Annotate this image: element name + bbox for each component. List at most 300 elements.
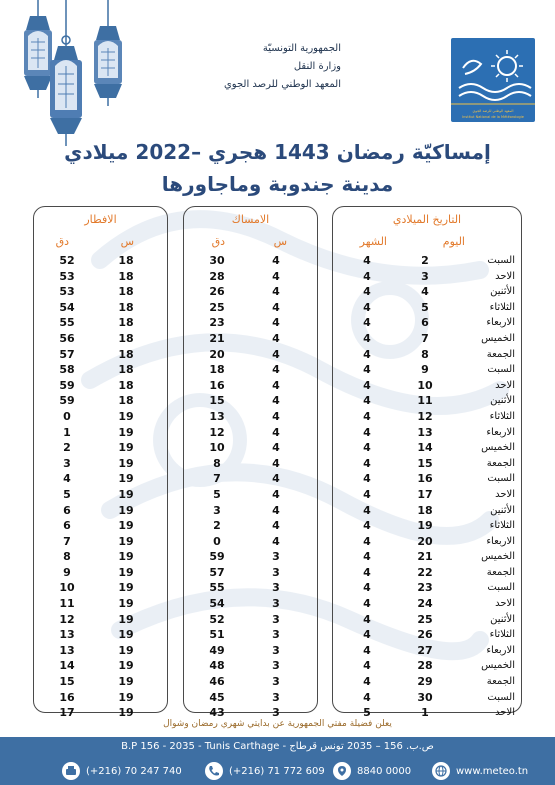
imsak-hour-cell: 4 — [272, 285, 280, 299]
phone-number: (+216) 71 772 609 — [229, 765, 325, 777]
table-row — [184, 549, 317, 565]
imsak-minute-cell: 28 — [209, 269, 225, 283]
imsak-minute-cell: 2 — [213, 519, 221, 533]
iftar-hour-cell: 19 — [118, 675, 134, 689]
iftar-minute-cell: 58 — [59, 363, 75, 377]
table-row — [34, 284, 167, 300]
imsak-hour-cell: 4 — [272, 441, 280, 455]
iftar-minute-cell: 10 — [59, 581, 75, 595]
day-name-cell: الاربعاء — [486, 317, 515, 329]
inm-logo — [451, 38, 535, 122]
table-row — [333, 347, 521, 363]
iftar-minute-cell: 5 — [63, 487, 71, 501]
imsak-minute-cell: 25 — [209, 300, 225, 314]
address-ar: ص.ب. 156 – 2035 تونس قرطاج — [289, 741, 434, 752]
month-cell: 4 — [363, 441, 371, 455]
iftar-hour-cell: 19 — [118, 425, 134, 439]
day-name-cell: الجمعة — [486, 566, 515, 578]
table-row — [34, 378, 167, 394]
iftar-minute-cell: 59 — [59, 394, 75, 408]
imsak-hour-cell: 3 — [272, 581, 280, 595]
phone-contact — [205, 762, 325, 780]
table-row — [333, 674, 521, 690]
table-row — [333, 580, 521, 596]
month-cell: 4 — [363, 394, 371, 408]
month-cell: 4 — [363, 269, 371, 283]
table-row — [184, 471, 317, 487]
table-row — [333, 534, 521, 550]
imsak-hour-cell: 4 — [272, 425, 280, 439]
iftar-hour-cell: 19 — [118, 409, 134, 423]
iftar-minute-cell: 7 — [63, 534, 71, 548]
imsak-minute-cell: 55 — [209, 581, 225, 595]
imsak-minute-cell: 30 — [209, 254, 225, 267]
imsak-minute-cell: 26 — [209, 285, 225, 299]
date-cell: 6 — [421, 316, 429, 330]
table-row — [184, 690, 317, 706]
imsak-hour-cell: 4 — [272, 269, 280, 283]
website-contact — [432, 762, 528, 780]
imsak-hour-cell: 3 — [272, 628, 280, 642]
month-cell: 4 — [363, 565, 371, 579]
month-cell: 4 — [363, 690, 371, 704]
page-title: إمساكيّة رمضان 1443 هجري –2022 ميلادي — [64, 140, 491, 164]
imsak-minute-cell: 45 — [209, 690, 225, 704]
postal-address — [0, 741, 555, 752]
imsak-hour-cell: 3 — [272, 643, 280, 657]
day-name-cell: السبت — [487, 582, 515, 594]
month-cell: 4 — [363, 363, 371, 377]
iftar-minute-cell: 54 — [59, 300, 75, 314]
imsak-hour-cell: 3 — [272, 565, 280, 579]
month-cell: 4 — [363, 347, 371, 361]
iftar-minute-cell: 0 — [63, 409, 71, 423]
day-name-cell: الجمعة — [486, 676, 515, 688]
date-cell: 1 — [421, 706, 429, 720]
table-row — [333, 315, 521, 331]
date-cell: 15 — [417, 456, 433, 470]
iftar-minute-cell: 1 — [63, 425, 71, 439]
month-cell: 4 — [363, 456, 371, 470]
lantern-icon — [94, 0, 122, 106]
table-row — [333, 596, 521, 612]
table-row — [184, 253, 317, 269]
table-row — [184, 456, 317, 472]
month-cell: 4 — [363, 331, 371, 345]
iftar-minute-cell: 6 — [63, 503, 71, 517]
iftar-minute-cell: 4 — [63, 472, 71, 486]
day-name-cell: الاحد — [495, 598, 515, 610]
iftar-minute-cell: 56 — [59, 331, 75, 345]
day-name-cell: الجمعة — [486, 348, 515, 360]
green-number: 8840 0000 — [357, 765, 412, 777]
imsak-minute-cell: 49 — [209, 643, 225, 657]
day-name-cell: الخميس — [481, 660, 515, 672]
globe-icon — [432, 762, 450, 780]
table-row — [333, 612, 521, 628]
table-row — [184, 362, 317, 378]
imsak-hour-cell: 4 — [272, 347, 280, 361]
iftar-hour-cell: 19 — [118, 565, 134, 579]
imsak-hour-cell: 4 — [272, 487, 280, 501]
imsak-minute-cell: 23 — [209, 316, 225, 330]
day-name-cell: الأثنين — [490, 504, 515, 516]
table-row — [184, 674, 317, 690]
table-row — [34, 315, 167, 331]
imsak-hour-cell: 3 — [272, 659, 280, 673]
table-row — [34, 456, 167, 472]
table-row — [184, 596, 317, 612]
day-name-cell: الأثنين — [490, 286, 515, 298]
iftar-minute-cell: 15 — [59, 675, 75, 689]
month-cell: 4 — [363, 425, 371, 439]
iftar-hour-cell: 19 — [118, 706, 134, 720]
date-cell: 29 — [417, 675, 433, 689]
date-cell: 16 — [417, 472, 433, 486]
date-cell: 13 — [417, 425, 433, 439]
iftar-hour-cell: 19 — [118, 456, 134, 470]
imsak-hour-header: س — [273, 235, 287, 248]
location-icon — [333, 762, 351, 780]
table-row — [184, 269, 317, 285]
table-row — [34, 627, 167, 643]
month-cell: 4 — [363, 316, 371, 330]
imsak-minute-cell: 7 — [213, 472, 221, 486]
table-row — [34, 534, 167, 550]
day-name-cell: الثلاثاء — [489, 410, 515, 422]
imsak-hour-cell: 4 — [272, 316, 280, 330]
iftar-minute-cell: 53 — [59, 269, 75, 283]
iftar-hour-cell: 19 — [118, 472, 134, 486]
date-panel — [332, 206, 522, 720]
table-row — [34, 658, 167, 674]
table-row — [34, 440, 167, 456]
table-row — [34, 580, 167, 596]
table-row — [333, 471, 521, 487]
date-cell: 21 — [417, 550, 433, 564]
iftar-minute-cell: 6 — [63, 519, 71, 533]
iftar-minute-cell: 9 — [63, 565, 71, 579]
table-row — [184, 518, 317, 534]
table-row — [34, 612, 167, 628]
iftar-hour-cell: 19 — [118, 612, 134, 626]
imsak-minute-cell: 10 — [209, 441, 225, 455]
imsak-hour-cell: 3 — [272, 597, 280, 611]
lantern-icon — [24, 0, 52, 98]
table-row — [34, 518, 167, 534]
imsak-rows — [184, 253, 317, 721]
iftar-minute-cell: 13 — [59, 643, 75, 657]
day-name-cell: السبت — [487, 473, 515, 485]
table-row — [184, 284, 317, 300]
imsak-hour-cell: 4 — [272, 519, 280, 533]
imsak-hour-cell: 4 — [272, 254, 280, 267]
imsak-minute-cell: 15 — [209, 394, 225, 408]
imsak-hour-cell: 4 — [272, 378, 280, 392]
day-name-cell: الاحد — [495, 379, 515, 391]
month-cell: 4 — [363, 409, 371, 423]
date-cell: 18 — [417, 503, 433, 517]
day-name-cell: الجمعة — [486, 457, 515, 469]
imsak-minute-cell: 16 — [209, 378, 225, 392]
table-row — [333, 300, 521, 316]
day-name-cell: السبت — [487, 364, 515, 376]
iftar-rows — [34, 253, 167, 721]
date-cell: 25 — [417, 612, 433, 626]
date-cell: 7 — [421, 331, 429, 345]
day-column-header: اليوم — [442, 235, 465, 248]
table-row — [333, 409, 521, 425]
imsak-minute-cell: 3 — [213, 503, 221, 517]
table-row — [184, 393, 317, 409]
date-cell: 4 — [421, 285, 429, 299]
date-cell: 28 — [417, 659, 433, 673]
table-row — [34, 425, 167, 441]
month-cell: 4 — [363, 378, 371, 392]
day-name-cell: الاربعاء — [486, 644, 515, 656]
imsak-hour-cell: 4 — [272, 534, 280, 548]
table-row — [184, 425, 317, 441]
imsak-minute-cell: 5 — [213, 487, 221, 501]
iftar-minute-cell: 52 — [59, 254, 75, 267]
iftar-hour-cell: 18 — [118, 347, 134, 361]
table-row — [333, 440, 521, 456]
website-link[interactable]: www.meteo.tn — [456, 765, 529, 777]
day-name-cell: الثلاثاء — [489, 520, 515, 532]
imsak-panel-title: الامساك — [231, 213, 270, 226]
iftar-hour-cell: 19 — [118, 550, 134, 564]
month-cell: 5 — [363, 706, 371, 720]
iftar-hour-cell: 18 — [118, 285, 134, 299]
iftar-hour-cell: 19 — [118, 690, 134, 704]
imsak-minute-cell: 12 — [209, 425, 225, 439]
iftar-minute-cell: 17 — [59, 706, 75, 720]
iftar-hour-cell: 19 — [118, 519, 134, 533]
table-row — [184, 378, 317, 394]
date-cell: 23 — [417, 581, 433, 595]
date-cell: 11 — [417, 394, 433, 408]
table-row — [184, 580, 317, 596]
month-cell: 4 — [363, 285, 371, 299]
table-row — [333, 253, 521, 269]
contact-bar — [0, 737, 555, 785]
month-cell: 4 — [363, 487, 371, 501]
table-row — [184, 331, 317, 347]
month-cell: 4 — [363, 659, 371, 673]
imsak-minute-cell: 20 — [209, 347, 225, 361]
imsak-minute-cell: 8 — [213, 456, 221, 470]
table-row — [184, 315, 317, 331]
table-row — [184, 565, 317, 581]
logo-text-fr: Institut National de la Météorologie — [462, 115, 524, 119]
iftar-hour-cell: 19 — [118, 441, 134, 455]
iftar-hour-cell: 18 — [118, 363, 134, 377]
table-row — [333, 331, 521, 347]
month-cell: 4 — [363, 675, 371, 689]
table-row — [333, 269, 521, 285]
address-fr: B.P 156 - 2035 - Tunis Carthage - — [121, 741, 287, 752]
imsak-hour-cell: 3 — [272, 675, 280, 689]
day-name-cell: الخميس — [481, 551, 515, 563]
table-row — [333, 518, 521, 534]
table-row — [184, 409, 317, 425]
iftar-hour-cell: 19 — [118, 503, 134, 517]
imsak-minute-cell: 43 — [209, 706, 225, 720]
iftar-minute-header: دق — [55, 235, 69, 248]
date-cell: 20 — [417, 534, 433, 548]
imsak-minute-cell: 57 — [209, 565, 225, 579]
table-row — [333, 690, 521, 706]
table-row — [34, 347, 167, 363]
month-cell: 4 — [363, 472, 371, 486]
iftar-hour-cell: 18 — [118, 316, 134, 330]
date-cell: 24 — [417, 597, 433, 611]
green-number-contact — [333, 762, 411, 780]
iftar-hour-header: س — [120, 235, 134, 248]
imsak-hour-cell: 3 — [272, 550, 280, 564]
date-cell: 3 — [421, 269, 429, 283]
iftar-hour-cell: 19 — [118, 581, 134, 595]
day-name-cell: الاربعاء — [486, 426, 515, 438]
date-cell: 9 — [421, 363, 429, 377]
day-name-cell: الأثنين — [490, 395, 515, 407]
table-row — [34, 596, 167, 612]
imsak-hour-cell: 4 — [272, 394, 280, 408]
table-row — [34, 393, 167, 409]
imsak-hour-cell: 3 — [272, 612, 280, 626]
day-name-cell: الاحد — [495, 270, 515, 282]
table-row — [34, 471, 167, 487]
table-row — [184, 534, 317, 550]
month-cell: 4 — [363, 581, 371, 595]
iftar-hour-cell: 18 — [118, 394, 134, 408]
table-row — [333, 658, 521, 674]
table-row — [184, 627, 317, 643]
iftar-minute-cell: 13 — [59, 628, 75, 642]
table-row — [184, 658, 317, 674]
table-row — [333, 284, 521, 300]
iftar-minute-cell: 55 — [59, 316, 75, 330]
date-cell: 26 — [417, 628, 433, 642]
iftar-minute-cell: 14 — [59, 659, 75, 673]
day-name-cell: الخميس — [481, 332, 515, 344]
imsak-minute-cell: 13 — [209, 409, 225, 423]
table-row — [333, 565, 521, 581]
imsak-minute-cell: 54 — [209, 597, 225, 611]
iftar-minute-cell: 16 — [59, 690, 75, 704]
imsak-minute-cell: 48 — [209, 659, 225, 673]
iftar-minute-cell: 11 — [59, 597, 75, 611]
table-row — [34, 565, 167, 581]
iftar-hour-cell: 19 — [118, 659, 134, 673]
day-name-cell: الاربعاء — [486, 535, 515, 547]
month-cell: 4 — [363, 534, 371, 548]
imsak-hour-cell: 4 — [272, 363, 280, 377]
table-row — [34, 253, 167, 269]
iftar-hour-cell: 18 — [118, 254, 134, 267]
table-row — [333, 627, 521, 643]
table-row — [34, 643, 167, 659]
date-cell: 17 — [417, 487, 433, 501]
table-row — [34, 362, 167, 378]
table-row — [333, 549, 521, 565]
sun-waves-icon — [451, 38, 535, 108]
iftar-minute-cell: 57 — [59, 347, 75, 361]
imsak-hour-cell: 4 — [272, 300, 280, 314]
date-cell: 19 — [417, 519, 433, 533]
date-cell: 30 — [417, 690, 433, 704]
iftar-minute-cell: 3 — [63, 456, 71, 470]
mufti-credit: يعلن فضيلة مفتي الجمهورية عن بدايتي شهري رمضان وشوال — [163, 719, 392, 729]
date-cell: 5 — [421, 300, 429, 314]
month-column-header: الشهر — [359, 235, 387, 248]
table-row — [184, 643, 317, 659]
iftar-minute-cell: 59 — [59, 378, 75, 392]
table-row — [184, 487, 317, 503]
date-panel-title: التاريخ الميلادي — [392, 213, 462, 226]
table-row — [34, 269, 167, 285]
table-row — [34, 409, 167, 425]
date-cell: 27 — [417, 643, 433, 657]
date-rows — [333, 253, 521, 721]
phone-icon — [205, 762, 223, 780]
imsak-hour-cell: 4 — [272, 472, 280, 486]
table-row — [333, 487, 521, 503]
table-row — [333, 425, 521, 441]
table-row — [34, 300, 167, 316]
iftar-panel-title: الافطار — [84, 213, 117, 226]
iftar-hour-cell: 19 — [118, 534, 134, 548]
table-row — [34, 690, 167, 706]
iftar-hour-cell: 18 — [118, 331, 134, 345]
table-row — [333, 456, 521, 472]
month-cell: 4 — [363, 503, 371, 517]
city-title: مدينة جندوبة وماجاورها — [161, 172, 394, 196]
imsak-minute-cell: 51 — [209, 628, 225, 642]
imsak-hour-cell: 3 — [272, 706, 280, 720]
lantern-icon — [50, 0, 82, 146]
day-name-cell: الثلاثاء — [489, 301, 515, 313]
government-header — [141, 40, 341, 94]
gov-line-republic: الجمهورية التونسيّة — [262, 43, 341, 54]
month-cell: 4 — [363, 254, 371, 267]
table-row — [184, 300, 317, 316]
table-row — [184, 440, 317, 456]
table-row — [184, 347, 317, 363]
iftar-minute-cell: 53 — [59, 285, 75, 299]
day-name-cell: الاحد — [495, 488, 515, 500]
date-cell: 2 — [421, 254, 429, 267]
date-cell: 10 — [417, 378, 433, 392]
table-row — [333, 378, 521, 394]
fax-icon — [62, 762, 80, 780]
table-row — [184, 612, 317, 628]
date-cell: 8 — [421, 347, 429, 361]
table-row — [34, 674, 167, 690]
table-row — [184, 503, 317, 519]
table-row — [34, 487, 167, 503]
imsak-hour-cell: 4 — [272, 503, 280, 517]
iftar-hour-cell: 19 — [118, 597, 134, 611]
month-cell: 4 — [363, 550, 371, 564]
imsak-hour-cell: 4 — [272, 409, 280, 423]
day-name-cell: الثلاثاء — [489, 629, 515, 641]
iftar-hour-cell: 19 — [118, 643, 134, 657]
imsak-panel — [183, 206, 318, 720]
fax-contact — [62, 762, 182, 780]
imsak-hour-cell: 3 — [272, 690, 280, 704]
date-cell: 14 — [417, 441, 433, 455]
